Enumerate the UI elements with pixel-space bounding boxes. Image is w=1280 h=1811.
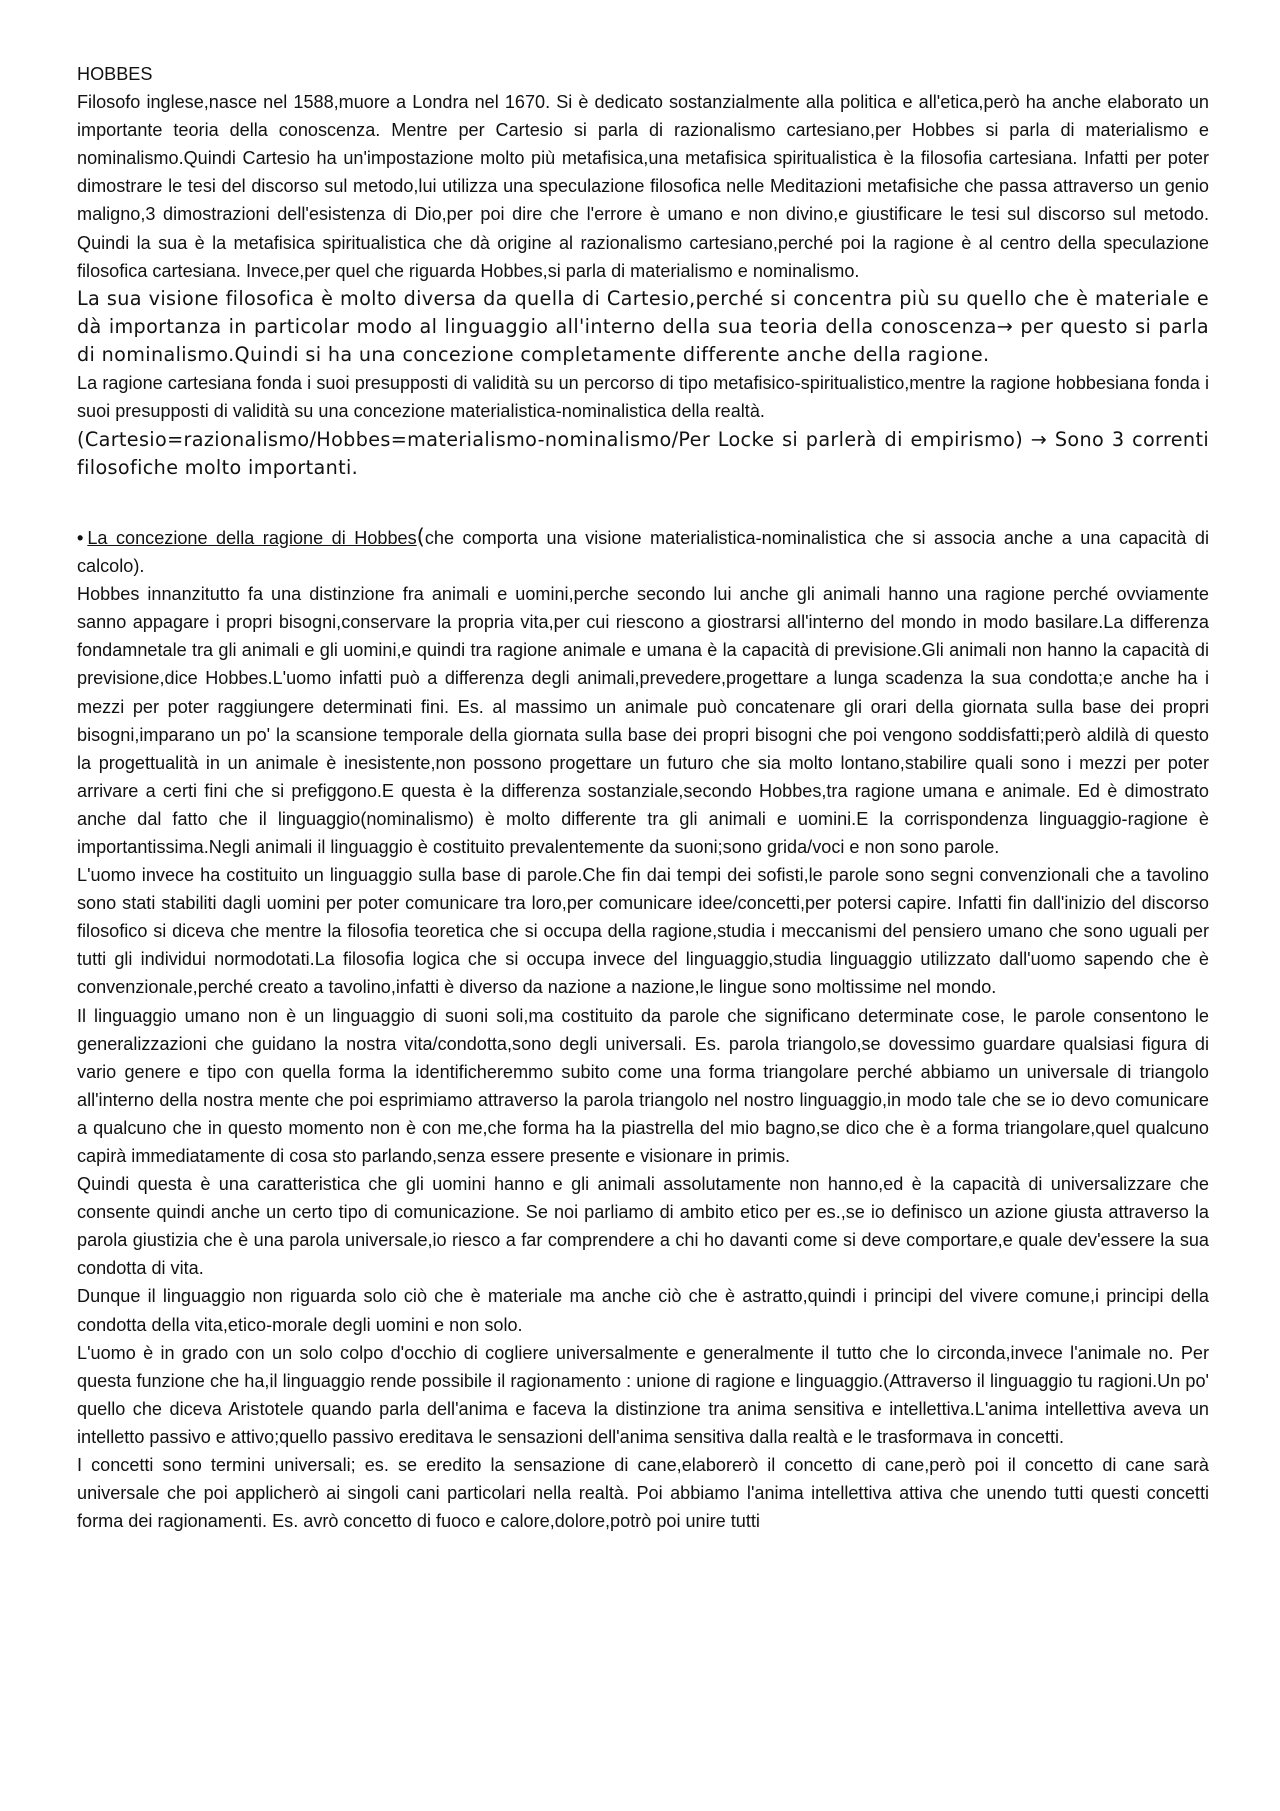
reason-paragraph: La ragione cartesiana fonda i suoi presupposti di validità su un percorso di tipo metafisico-spiritualistico,mentre la ragione hobbesiana fonda i suoi presupposti di validità su una concezione materialistica-nominalistica della realtà.	[77, 373, 1209, 422]
body-paragraph-abstract: Dunque il linguaggio non riguarda solo ciò che è materiale ma anche ciò che è astratto,quindi i principi del vivere comune,i principi della condotta della vita,etico-morale degli uomini e non solo.	[77, 1286, 1209, 1335]
bullet-icon: •	[77, 527, 84, 548]
body-paragraph-reasoning: L'uomo è in grado con un solo colpo d'occhio di cogliere universalmente e generalmente il tutto che lo circonda,invece l'animale no. Per questa funzione che ha,il linguaggio rende possibile il ragionamento : unione di ragione e linguaggio.(Attraverso il linguaggio tu ragioni.Un po' quello che diceva Aristotele quando parla dell'anima e faceva la distinzione tra anima sensitiva e intellettiva.L'anima intellettiva aveva un intelletto passivo e attivo;quello passivo ereditava le sensazioni dell'anima sensitiva dalla realtà e le trasformava in concetti.	[77, 1342, 1209, 1447]
body-paragraph-animals: Hobbes innanzitutto fa una distinzione fra animali e uomini,perche secondo lui anche gli animali hanno una ragione perché ovviamente sanno appagare i propri bisogni,conservare la propria vita,per cui riescono a giostrarsi all'interno del mondo in modo basilare.La differenza fondamnetale tra gli animali e gli uomini,e quindi tra ragione animale e umana è la capacità di previsione.Gli animali non hanno la capacità di previsione,dice Hobbes.L'uomo infatti può a differenza degli animali,prevedere,progettare a lunga scadenza la sua condotta;e anche ha i mezzi per poter raggiungere determinati fini. Es. al massimo un animale può concatenare gli orari della giornata sulla base dei propri bisogni,imparano un po' la scansione temporale della giornata sulla base dei propri bisogni che poi vengono soddisfatti;però aldilà di questo la progettualità in un animale è inesistente,non possono progettare un futuro che sia molto lontano,stabilire quali sono i mezzi per poter arrivare a certi fini che si prefiggono.E questa è la differenza sostanziale,secondo Hobbes,tra ragione umana e animale. Ed è dimostrato anche dal fatto che il linguaggio(nominalismo) è molto differente tra gli animali e uomini.E la corrispondenza linguaggio-ragione è importantissima.Negli animali il linguaggio è costituito prevalentemente da suoni;sono grida/voci e non sono parole.	[77, 584, 1209, 857]
section-heading-rest: che comporta una visione materialistica-nominalistica che si associa anche a una capacità di calcolo).	[77, 527, 1210, 577]
document-title: HOBBES	[77, 64, 153, 84]
document-page	[77, 60, 1209, 1535]
body-paragraph-universalize: Quindi questa è una caratteristica che gli uomini hanno e gli animali assolutamente non hanno,ed è la capacità di universalizzare che consente quindi anche un certo tipo di comunicazione. Se noi parliamo di ambito etico per es.,se io definisco un azione giusta attraverso la parola giustizia che è una parola universale,io riesco a far comprendere a chi ho davanti come si deve comportare,e quale dev'essere la sua condotta di vita.	[77, 1174, 1209, 1279]
section-paren: (	[416, 524, 425, 549]
body-paragraph-concepts: I concetti sono termini universali; es. se eredito la sensazione di cane,elaborerò il concetto di cane,però poi il concetto di cane sarà universale che poi applicherò ai singoli cani particolari nella realtà. Poi abbiamo l'anima intellettiva attiva che unendo tutti questi concetti forma dei ragionamenti. Es. avrò concetto di fuoco e calore,dolore,potrò poi unire tutti	[77, 1455, 1209, 1532]
vision-paragraph: La sua visione filosofica è molto diversa da quella di Cartesio,perché si concentra più su quello che è materiale e dà importanza in particolar modo al linguaggio all'interno della sua teoria della conoscenza→ per questo si parla di nominalismo.Quindi si ha una concezione completamente differente anche della ragione.	[77, 286, 1209, 367]
currents-paragraph: (Cartesio=razionalismo/Hobbes=materialismo-nominalismo/Per Locke si parlerà di empirismo) → Sono 3 correnti filosofiche molto importanti.	[77, 427, 1209, 479]
section-spacer	[77, 482, 1209, 523]
body-paragraph-language: L'uomo invece ha costituito un linguaggio sulla base di parole.Che fin dai tempi dei sofisti,le parole sono segni convenzionali che a tavolino sono stati stabiliti dagli uomini per poter comunicare tra loro,per comunicare idee/concetti,per potersi capire. Infatti fin dall'inizio del discorso filosofico si diceva che mentre la filosofia teoretica che si occupa della ragione,studia i meccanismi del pensiero umano che sono uguali per tutti gli individui normodotati.La filosofia logica che si occupa invece del linguaggio,studia linguaggio utilizzato dall'uomo sapendo che è convenzionale,perché creato a tavolino,infatti è diverso da nazione a nazione,le lingue sono moltissime nel mondo.	[77, 865, 1209, 998]
section-heading: La concezione della ragione di Hobbes	[87, 527, 417, 548]
intro-paragraph: Filosofo inglese,nasce nel 1588,muore a Londra nel 1670. Si è dedicato sostanzialmente alla politica e all'etica,però ha anche elaborato un importante teoria della conoscenza. Mentre per Cartesio si parla di razionalismo cartesiano,per Hobbes si parla di materialismo e nominalismo.Quindi Cartesio ha un'impostazione molto più metafisica,una metafisica spiritualistica è la filosofia cartesiana. Infatti per poter dimostrare le tesi del discorso sul metodo,lui utilizza una speculazione filosofica nelle Meditazioni metafisiche che passa attraverso un genio maligno,3 dimostrazioni dell'esistenza di Dio,per poi dire che l'errore è umano e non divino,e giustificare le tesi sul discorso sul metodo. Quindi la sua è la metafisica spiritualistica che dà origine al razionalismo cartesiano,perché poi la ragione è al centro della speculazione filosofica cartesiana. Invece,per quel che riguarda Hobbes,si parla di materialismo e nominalismo.	[77, 92, 1209, 281]
section-heading-line	[77, 523, 1209, 580]
body-paragraph-universals: Il linguaggio umano non è un linguaggio di suoni soli,ma costituito da parole che significano determinate cose, le parole consentono le generalizzazioni che guidano la nostra vita/condotta,sono degli universali. Es. parola triangolo,se dovessimo guardare qualsiasi figura di vario genere e tipo con quella forma la identificheremmo subito come una forma triangolare perché abbiamo un universale di triangolo all'interno della nostra mente che poi esprimiamo attraverso la parola triangolo nel nostro linguaggio,in modo tale che se io devo comunicare a qualcuno che in questo momento non è con me,che forma ha la piastrella del mio bagno,se dico che è a forma triangolare,quel qualcuno capirà immediatamente di cosa sto parlando,senza essere presente e visionare in primis.	[77, 1005, 1209, 1167]
